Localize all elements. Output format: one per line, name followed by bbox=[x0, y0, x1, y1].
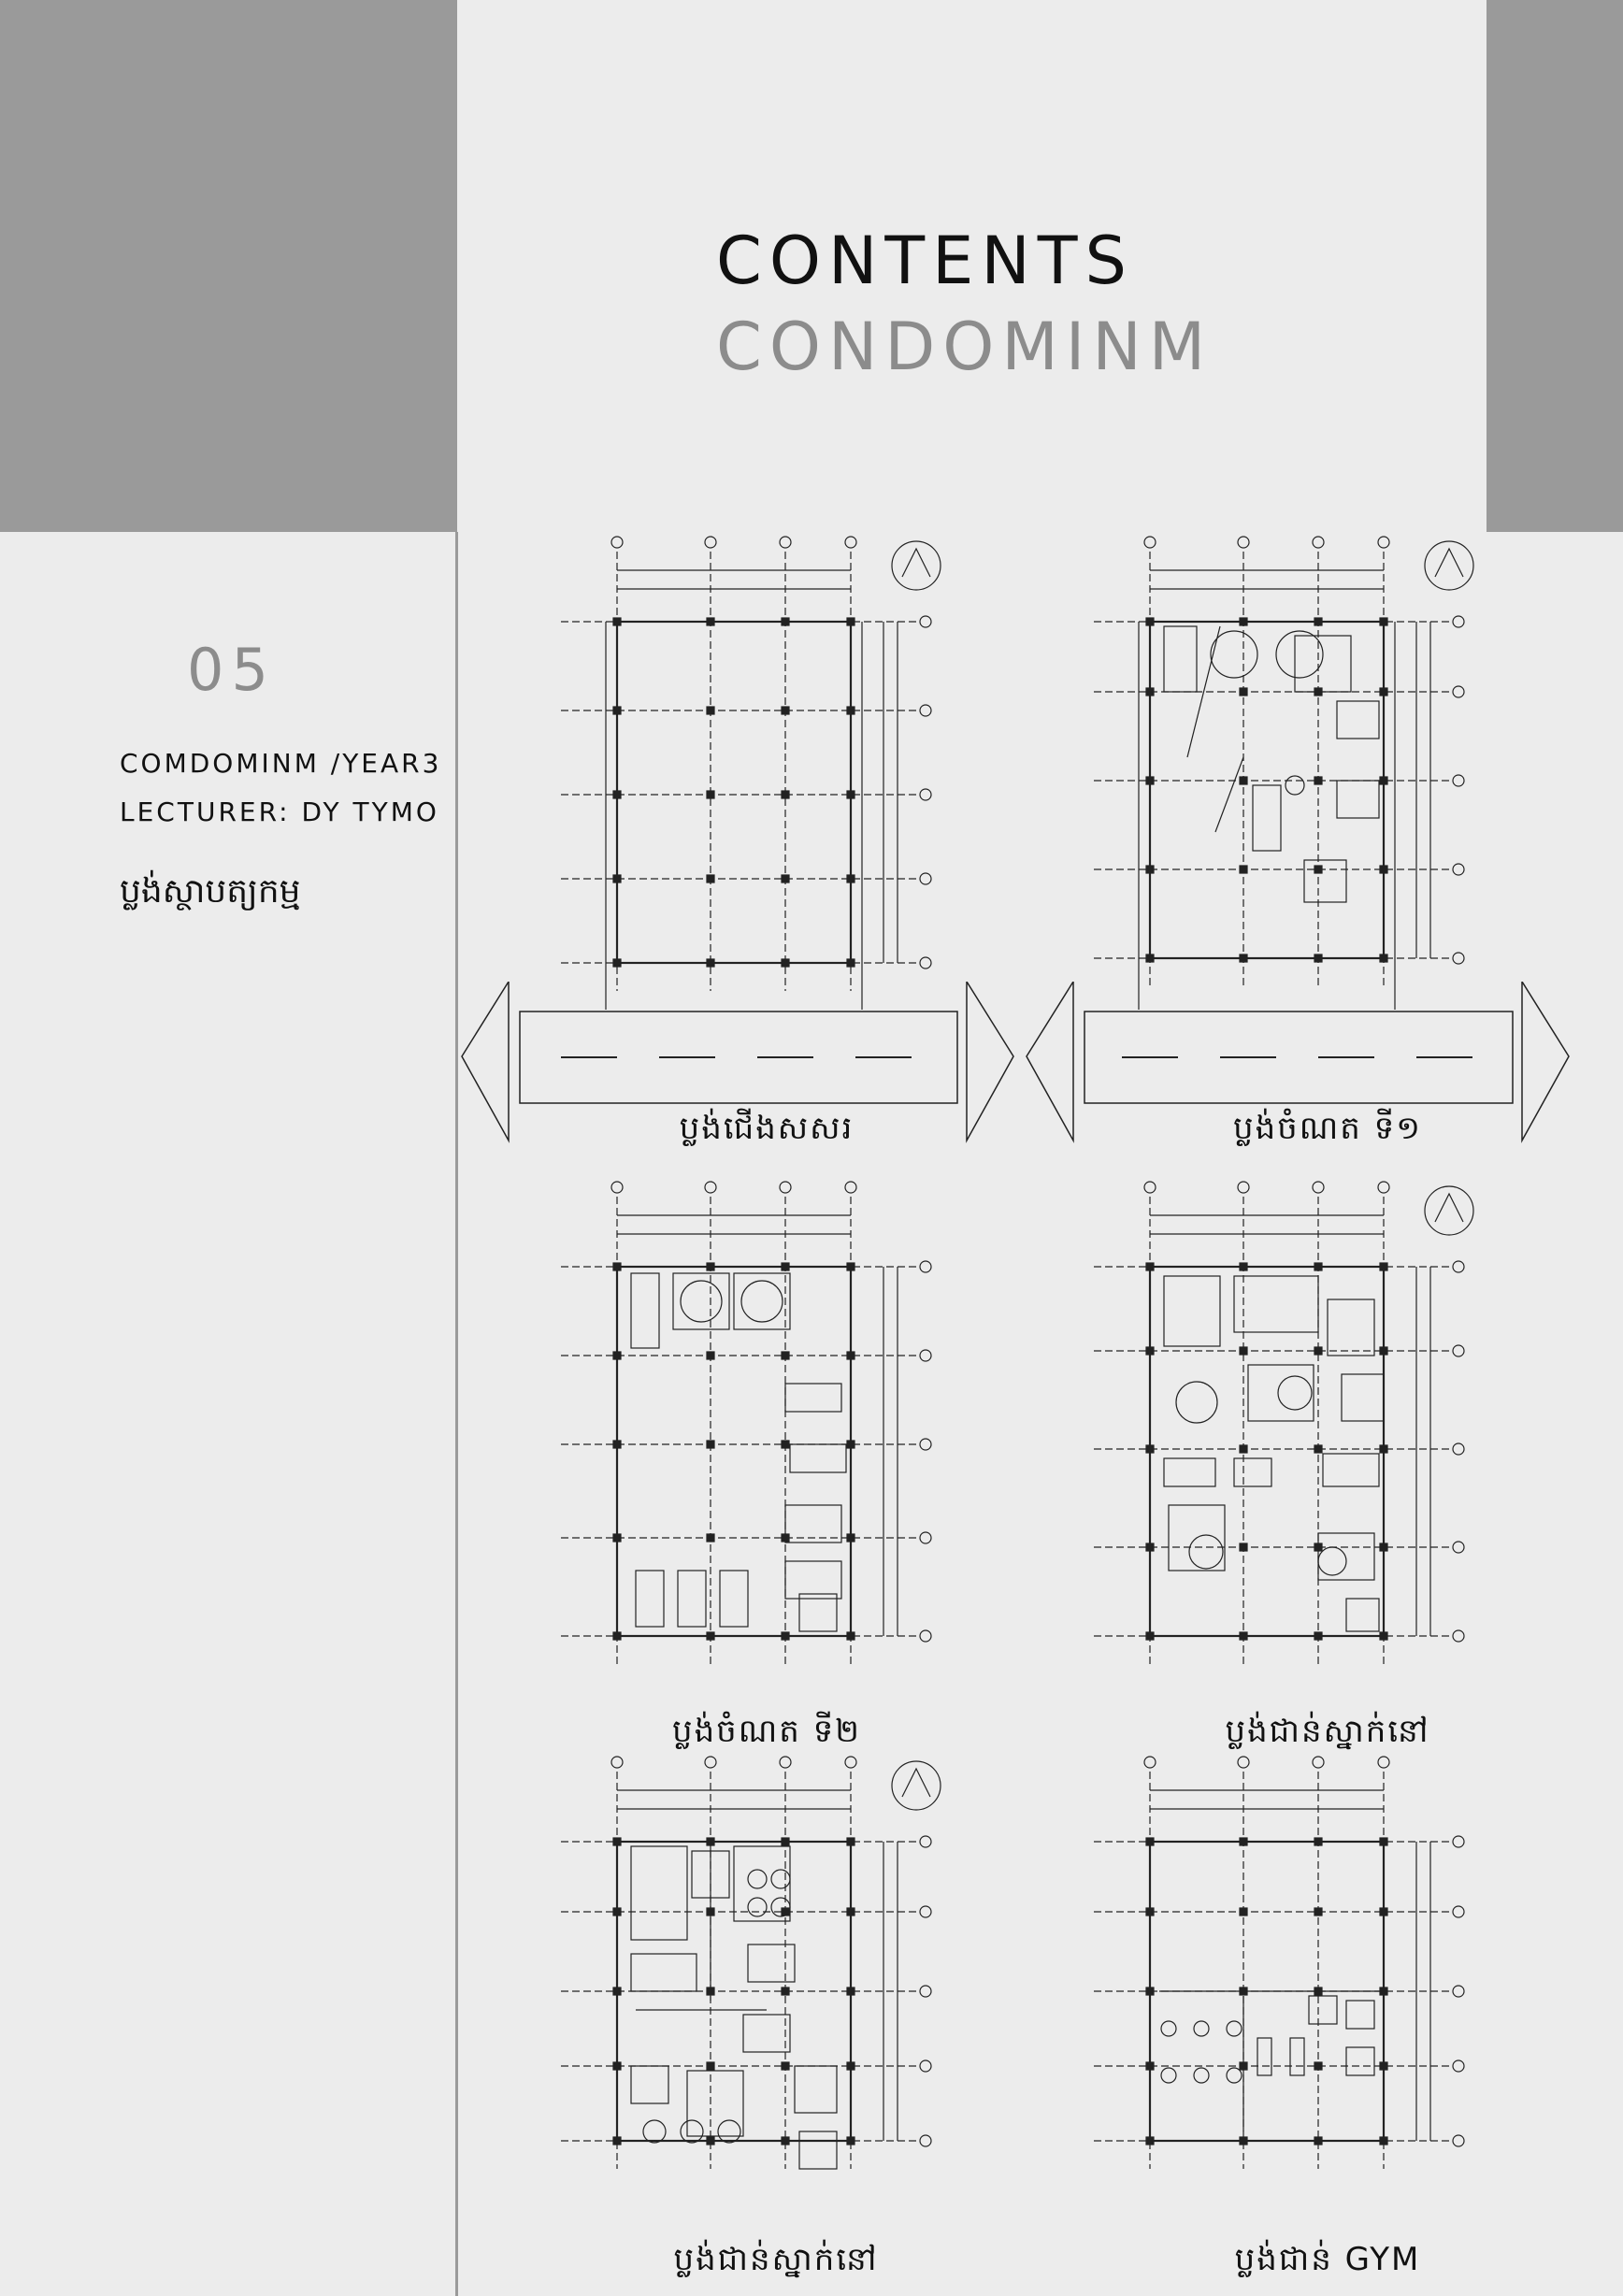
page-title: CONTENTS bbox=[716, 222, 1134, 299]
page-number: 05 bbox=[187, 636, 276, 704]
gray-block-right bbox=[1487, 0, 1623, 532]
lecturer-label: LECTURER: DY TYMO bbox=[120, 796, 439, 827]
plan-caption: ប្លង់ចំណត ទី១ bbox=[1233, 1110, 1422, 1147]
section-note: ប្លង់ស្ថាបត្យកម្ម bbox=[120, 872, 301, 911]
plan-parking-2 bbox=[524, 1169, 982, 1711]
plan-residential-2 bbox=[524, 1758, 982, 2244]
north-arrow-icon bbox=[1425, 1186, 1473, 1235]
plan-foundation bbox=[524, 524, 982, 1028]
gray-block-left bbox=[0, 0, 457, 532]
road-arrow-icon bbox=[1522, 982, 1569, 1141]
floor-plan-drawing bbox=[1056, 1169, 1515, 1711]
north-arrow-icon bbox=[892, 541, 941, 590]
floor-plan-drawing bbox=[524, 1169, 982, 1711]
floor-plan-drawing bbox=[524, 1758, 982, 2244]
page-subtitle: CONDOMINM bbox=[716, 309, 1214, 385]
road-strip bbox=[458, 982, 1623, 1150]
plan-caption: ប្លង់ជាន់ស្នាក់នៅ bbox=[673, 2241, 879, 2278]
north-arrow-icon bbox=[892, 1761, 941, 1810]
road-arrow-icon bbox=[462, 982, 509, 1141]
plan-caption: ប្លង់ជាន់ស្នាក់នៅ bbox=[1225, 1713, 1430, 1750]
floor-plan-drawing bbox=[1056, 524, 1515, 1028]
road-arrow-icon bbox=[1027, 982, 1073, 1141]
north-arrow-icon bbox=[1425, 541, 1473, 590]
plan-caption: ប្លង់ជើងសសរ bbox=[679, 1110, 855, 1147]
plan-caption: ប្លង់ចំណត ទី២ bbox=[672, 1713, 861, 1750]
plan-parking-1 bbox=[1056, 524, 1515, 1028]
road-arrow-icon bbox=[967, 982, 1013, 1141]
plan-gym bbox=[1056, 1758, 1515, 2244]
vertical-divider bbox=[455, 532, 458, 2296]
floor-plan-drawing bbox=[524, 524, 982, 1028]
plan-residential-1 bbox=[1056, 1169, 1515, 1711]
floor-plan-drawing bbox=[1056, 1758, 1515, 2244]
course-label: COMDOMINM /YEAR3 bbox=[120, 748, 442, 779]
plan-caption: ប្លង់ជាន់ GYM bbox=[1234, 2241, 1421, 2278]
